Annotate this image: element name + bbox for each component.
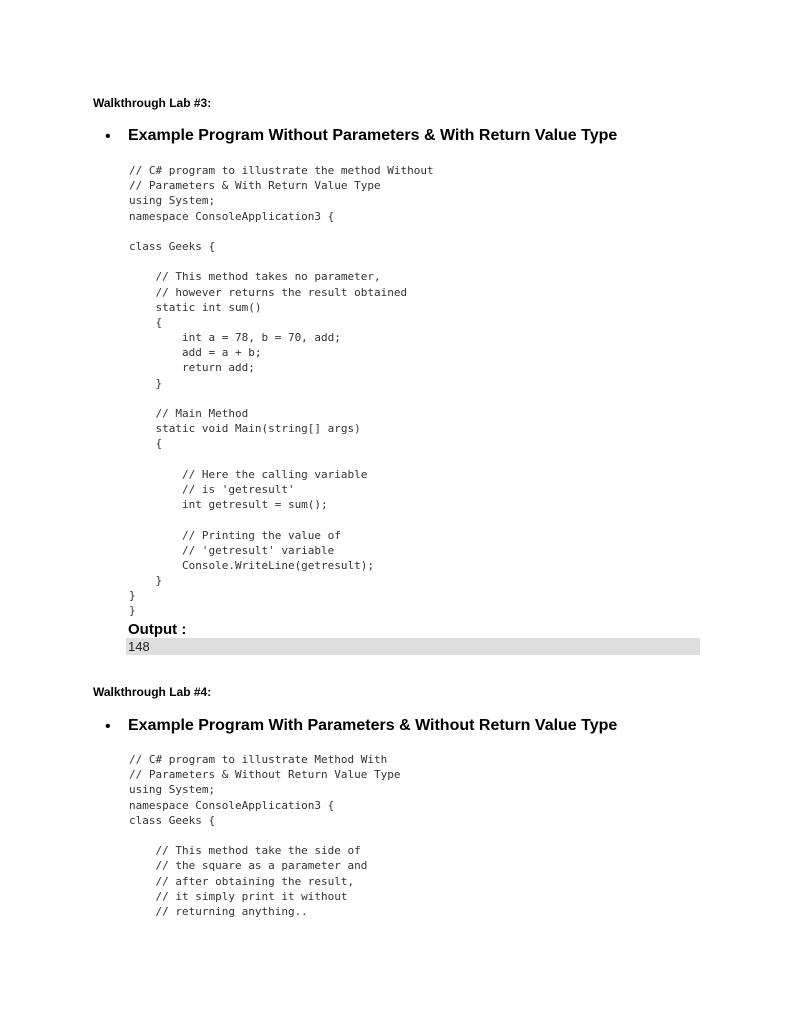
lab3-bullet: • <box>105 128 111 145</box>
code-line: { <box>129 437 163 451</box>
code-line: // This method takes no parameter, <box>129 270 381 284</box>
lab3-example-title: Example Program Without Parameters & With Return Value Type <box>128 127 618 144</box>
lab4-code-block <box>129 752 401 919</box>
code-line: using System; <box>129 783 216 797</box>
code-line: // Here the calling variable <box>129 467 368 481</box>
code-line: // however returns the result obtained <box>129 285 408 299</box>
code-line: { <box>129 315 163 329</box>
code-line <box>129 828 401 843</box>
code-line: // Printing the value of <box>129 528 341 542</box>
code-line <box>129 391 434 406</box>
output-value: 148 <box>128 639 150 654</box>
code-line <box>129 254 434 269</box>
code-line: // is 'getresult' <box>129 482 295 496</box>
code-line: class Geeks { <box>129 239 216 253</box>
code-line: // 'getresult' variable <box>129 543 335 557</box>
code-line: } <box>129 589 136 603</box>
code-line: // it simply print it without <box>129 889 348 903</box>
lab3-code-block <box>129 163 434 619</box>
code-line: } <box>129 604 136 618</box>
code-line: using System; <box>129 194 216 208</box>
code-line: } <box>129 376 163 390</box>
code-line <box>129 224 434 239</box>
code-line: namespace ConsoleApplication3 { <box>129 798 335 812</box>
code-line: int a = 78, b = 70, add; <box>129 331 341 345</box>
code-line: // the square as a parameter and <box>129 859 368 873</box>
code-line: namespace ConsoleApplication3 { <box>129 209 335 223</box>
code-line: class Geeks { <box>129 813 216 827</box>
code-line: // Main Method <box>129 407 249 420</box>
code-line: static void Main(string[] args) <box>129 422 361 436</box>
code-line: // Parameters & Without Return Value Type <box>129 768 401 782</box>
code-line: // C# program to illustrate the method Without <box>129 164 434 177</box>
code-line: // returning anything.. <box>129 904 308 918</box>
code-line: } <box>129 574 163 588</box>
code-line: // after obtaining the result, <box>129 874 355 888</box>
code-line: Console.WriteLine(getresult); <box>129 558 375 572</box>
lab4-bullet: • <box>105 718 111 735</box>
lab3-heading: Walkthrough Lab #3: <box>93 96 212 110</box>
code-line: // This method take the side of <box>129 844 361 858</box>
code-line: // C# program to illustrate Method With <box>129 753 388 766</box>
output-box <box>126 638 700 655</box>
code-line <box>129 452 434 467</box>
code-line: add = a + b; <box>129 346 262 360</box>
lab4-example-title: Example Program With Parameters & Without Return Value Type <box>128 717 618 734</box>
code-line: // Parameters & With Return Value Type <box>129 179 381 193</box>
code-line: int getresult = sum(); <box>129 498 328 512</box>
code-line: return add; <box>129 361 255 375</box>
output-label: Output : <box>128 621 187 638</box>
lab4-heading: Walkthrough Lab #4: <box>93 685 212 699</box>
code-line: static int sum() <box>129 300 262 314</box>
code-line <box>129 512 434 527</box>
